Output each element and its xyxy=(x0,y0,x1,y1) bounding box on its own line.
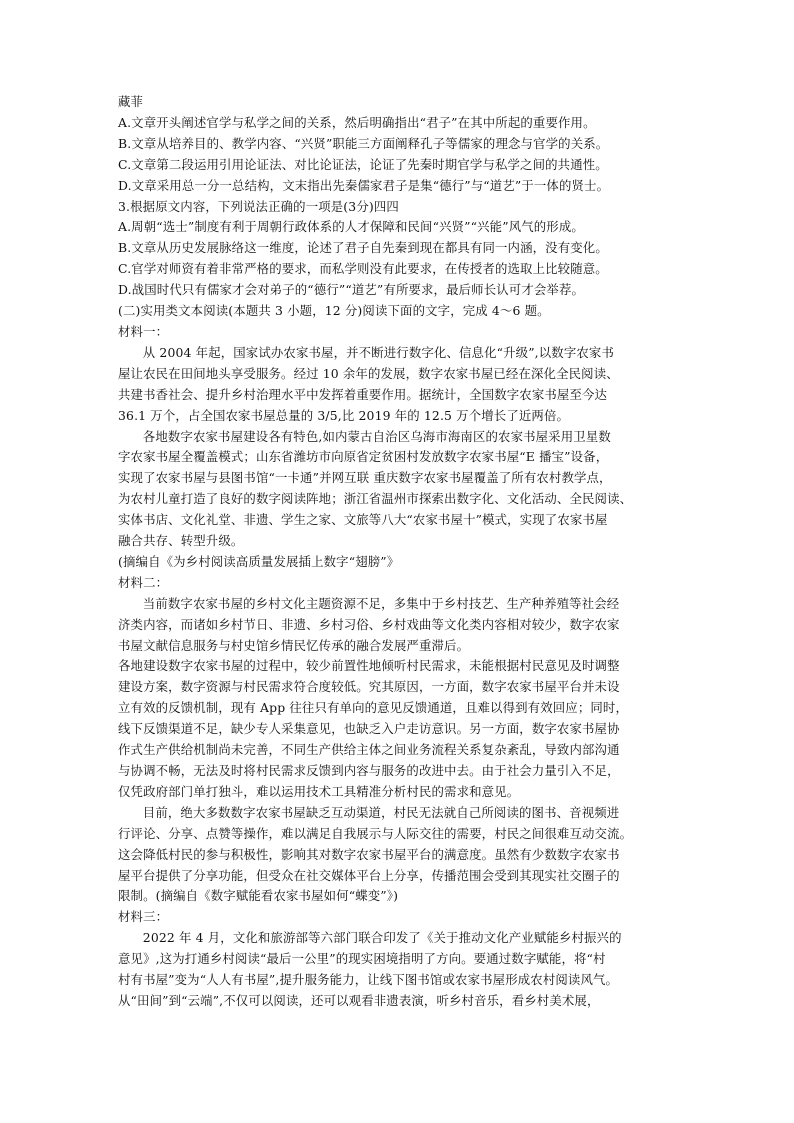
q3-option-b: B.文章从历史发展脉络这一维度，论述了君子自先秦到现在都具有同一内涵，没有变化。 xyxy=(118,240,608,256)
q2-option-a: A.文章开头阐述官学与私学之间的关系，然后明确指出“君子”在其中所起的重要作用。 xyxy=(118,114,596,130)
q2-option-c: C.文章第二段运用引用论证法、对比论证法，论证了先秦时期官学与私学之间的共通性。 xyxy=(118,156,608,172)
material2-p2-line: 仅凭政府部门单打独斗，难以运用技术工具精准分析村民的需求和意见。 xyxy=(118,783,520,799)
material2-p2-line: 各地建设数字农家书屋的过程中，较少前置性地倾听村民需求，未能根据村民意见及时调整 xyxy=(118,658,620,674)
document-page xyxy=(118,92,678,1012)
material3-p1-line: 从“田间”到“云端”,不仅可以阅读，还可以观看非遗表演，听乡村音乐，看乡村美术展， xyxy=(118,992,600,1008)
section-heading: (二)实用类文本阅读(本题共 3 小题，12 分)阅读下面的文字，完成 4～6 题。 xyxy=(118,303,550,319)
material1-p1-line: 从 2004 年起，国家试办农家书屋，并不断进行数字化、信息化“升级”,以数字农家书 xyxy=(142,344,615,360)
material2-p2-line: 建设方案，数字资源与村民需求符合度较低。究其原因，一方面，数字农家书屋平台并未设 xyxy=(118,679,620,695)
material2-p2-line: 线下反馈渠道不足，缺少专人采集意见，也缺乏入户走访意识。另一方面，数字农家书屋协 xyxy=(118,721,620,737)
material1-p1-line: 共建书香社会、提升乡村治理水平中发挥着重要作用。据统计，全国数字农家书屋至今达 xyxy=(118,386,608,402)
q3-stem: 3.根据原文内容，下列说法正确的一项是(3分)四四 xyxy=(118,198,399,214)
material3-label: 材料三： xyxy=(118,909,169,925)
material2-p2-line: 作式生产供给机制尚未完善，不同生产供给主体之间业务流程关系复杂紊乱，导致内部沟通 xyxy=(118,742,620,758)
material2-p1-line: 书屋文献信息服务与村史馆乡情民忆传承的融合发展严重滞后。 xyxy=(118,637,470,653)
material2-p2-line: 立有效的反馈机制，现有 App 往往只有单向的意见反馈通道，且难以得到有效回应；同时， xyxy=(118,700,628,716)
material1-p2-line: 实体书店、文化礼堂、非遗、学生之家、文旅等八大“农家书屋十”模式，实现了农家书屋 xyxy=(118,512,608,528)
q2-option-d: D.文章采用总一分一总结构，文末指出先秦儒家君子是集“德行”与“道艺”于一体的贤士。 xyxy=(118,177,610,193)
material2-label: 材料二： xyxy=(118,574,169,590)
material2-p3-line: 行评论、分享、点赞等操作，难以满足自我展示与人际交往的需要，村民之间很难互动交流。 xyxy=(118,825,633,841)
material1-p2-line: 字农家书屋全覆盖模式；山东省潍坊市向原省定贫困村发放数字农家书屋“E 播宝”设备， xyxy=(118,449,609,465)
material2-p3-line: 屋平台提供了分享功能，但受众在社交媒体平台上分享，传播范围会受到其现实社交圈子的 xyxy=(118,867,620,883)
material1-p2-line: 融合共存、转型升级。 xyxy=(118,533,244,549)
material1-p2-line: 各地数字农家书屋建设各有特色,如内蒙古自治区乌海市海南区的农家书屋采用卫星数 xyxy=(142,428,611,444)
material3-p1-line: 2022 年 4 月，文化和旅游部等六部门联合印发了《关于推动文化产业赋能乡村振兴的 xyxy=(142,930,622,946)
material2-p1-line: 济类内容，而诸如乡村节日、非遗、乡村习俗、乡村戏曲等文化类内容相对较少，数字农家 xyxy=(118,616,620,632)
material3-p1-line: 意见》,这为打通乡村阅读“最后一公里”的现实困境指明了方向。要通过数字赋能，将“村 xyxy=(118,951,606,967)
q2-option-b: B.文章从培养目的、教学内容、“兴贤”职能三方面阐释孔子等儒家的理念与官学的关系。 xyxy=(118,135,609,151)
material1-p2-line: 为农村儿童打造了良好的数字阅读阵地；浙江省温州市探索出数字化、文化活动、全民阅读、 xyxy=(118,491,633,507)
material2-p1-line: 当前数字农家书屋的乡村文化主题资源不足，多集中于乡村技艺、生产种养殖等社会经 xyxy=(142,595,620,611)
material2-p3-line: 目前，绝大多数数字农家书屋缺乏互动渠道，村民无法就自己所阅读的图书、音视频进 xyxy=(142,804,620,820)
material3-p1-line: 村有书屋”变为“人人有书屋”,提升服务能力，让线下图书馆或农家书屋形成农村阅读风气。 xyxy=(118,972,619,988)
header-fragment: 藏菲 xyxy=(118,94,144,109)
material1-p1-line: 36.1 万个，占全国农家书屋总量的 3/5,比 2019 年的 12.5 万个增长了近两倍。 xyxy=(118,407,570,423)
q3-option-a: A.周朝“选士”制度有利于周朝行政体系的人才保障和民间“兴贤”“兴能”风气的形成。 xyxy=(118,219,584,235)
material2-p3-line: 限制。(摘编自《数字赋能看农家书屋如何“蝶变”》) xyxy=(118,888,399,904)
q3-option-c: C.官学对师资有着非常严格的要求，而私学则没有此要求，在传授者的选取上比较随意。 xyxy=(118,261,608,277)
material1-p1-line: 屋让农民在田间地头享受服务。经过 10 余年的发展，数字农家书屋已经在深化全民阅读、 xyxy=(118,365,619,381)
material1-source: (摘编自《为乡村阅读高质量发展插上数字“翅膀”》 xyxy=(118,553,400,569)
q3-option-d: D.战国时代只有儒家才会对弟子的“德行”“道艺”有所要求，最后师长认可才会举荐。 xyxy=(118,282,585,298)
material1-label: 材料一： xyxy=(118,323,169,339)
material2-p3-line: 这会降低村民的参与积极性，影响其对数字农家书屋平台的满意度。虽然有少数数字农家书 xyxy=(118,846,620,862)
material2-p2-line: 与协调不畅，无法及时将村民需求反馈到内容与服务的改进中去。由于社会力量引入不足， xyxy=(118,763,620,778)
material1-p2-line: 实现了农家书屋与县图书馆“一卡通”并网互联 重庆数字农家书屋覆盖了所有农村教学点， xyxy=(118,470,612,486)
